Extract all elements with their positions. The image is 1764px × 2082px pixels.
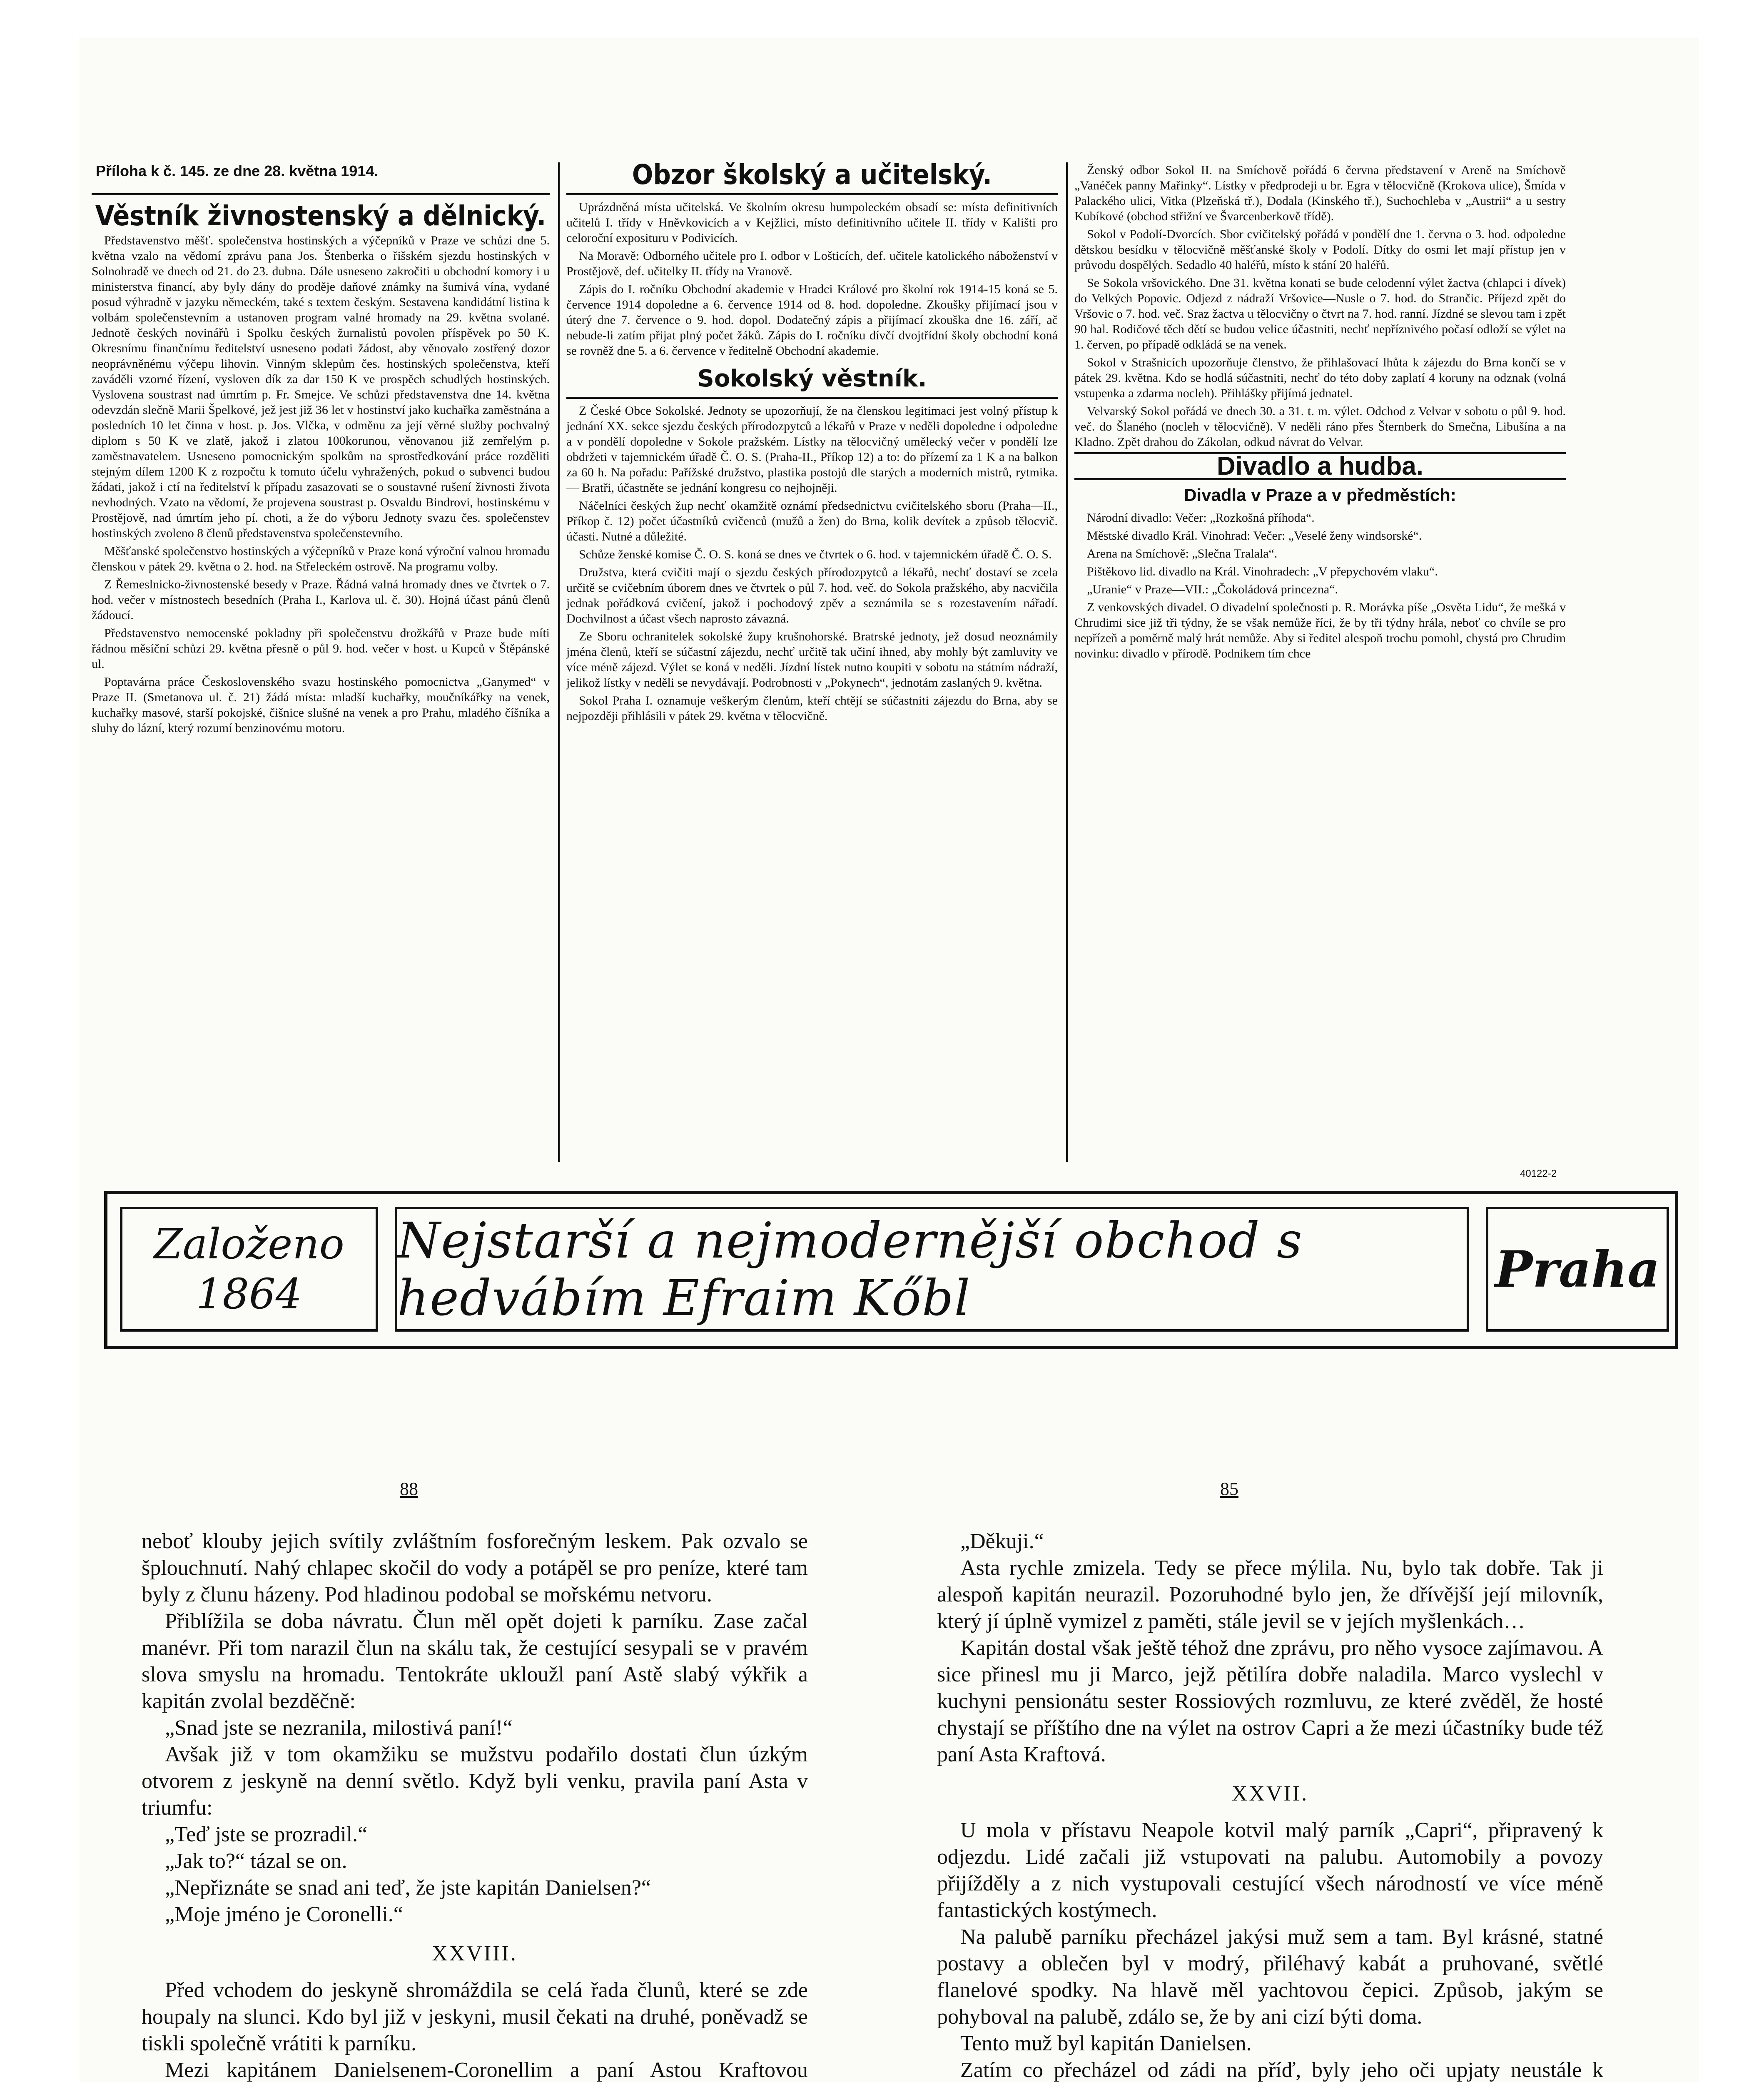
sokol-paragraph: Z České Obce Sokolské. Jednoty se upozorňují, že na členskou legitimaci jest volný přístup k jednání XX. sekce sjezdu českých přírodozpytců a lékařů v Praze v neděli dopoledne i odpoledne a v pondělí dopoledne v Sokole pražském. Lístky na tělocvičný umělecký večer v pondělí lze obdržeti v tajemnickém úřadě Č. O. S. (Praha-II., Příkop 12) a to: do přízemí za 1 K a na balkon za 60 h. Na pořadu: Pařížské družstvo, plastika postojů dle starých a moderních mistrů, rytmika. — Bratři, účastněte se jednání kongresu co nejhojněji.: [566, 404, 1058, 495]
novel-paragraph: Přiblížila se doba návratu. Člun měl opět dojeti k parníku. Zase začal manévr. Při tom narazil člun na skálu tak, že cestující sesypali se v pravém slova smyslu na hromadu. Tentokráte ukloužl paní Astě slabý výkřik a kapitán zvolal bezděčně:: [142, 1609, 808, 1713]
sokol-paragraph: Sokol Praha I. oznamuje veškerým členům, kteří chtějí se súčastniti zájezdu do Brna, aby se nejpozději přihlásili v pátek 29. května v tělocvičně.: [566, 694, 1058, 723]
sokol-paragraph: Sokol v Podolí-Dvorcích. Sbor cvičitelský pořádá v pondělí dne 1. června o 3. hod. odpoledne dětskou besídku v tělocvičně měšťanské školy v Podolí. Dítky do osmi let mají přístup jen v průvodu dospělých. Sedadlo 40 haléřů, místo k stání 20 haléřů.: [1074, 227, 1566, 272]
trade-paragraph: Poptavárna práce Československého svazu hostinského pomocnictva „Ganymed“ v Praze II. (Smetanova ul. č. 21) žádá místa: mladší kuchařky, moučníkářky na venek, kuchařky masové, starší pokojské, čišnice slušné na venek a pro Prahu, mladého číšníka a sluhy do lázní, který rozumí benzinovému motoru.: [92, 675, 550, 735]
sokol-paragraph: Ze Sboru ochranitelek sokolské župy krušnohorské. Bratrské jednoty, jež dosud neoznámily jména členů, kteří se súčastní zájezdu, nechť určitě tak učiní ihned, aby mohly být zamluvity ve více méně zájezd. Výlet se koná v neděli. Jízdní lístek nutno koupiti v sobotu na státním nádraží, jelikož lístky v neděli se nevydávají. Podrobnosti v „Pokynech“, jednotám zaslaných 9. května.: [566, 630, 1058, 690]
column-rule: [566, 193, 1058, 195]
novel-paragraph: Na palubě parníku přecházel jakýsi muž sem a tam. Byl krásné, statné postavy a oblečen byl v modrý, přiléhavý kabát a pruhované, světlé flanelové spodky. Na hlavě měl yachtovou čepici. Způsob, jakým se pohyboval na palubě, zdálo se, že by ani cizí býti doma.: [937, 1925, 1603, 2029]
column-sokol-theatre: [1074, 162, 1566, 664]
city-name: Praha: [1495, 1240, 1660, 1299]
novel-right-page: [937, 1528, 1603, 2082]
founded-year: 1864: [196, 1270, 302, 1318]
theatre-line: Národní divadlo: Večer: „Rozkošná příhoda“.: [1087, 511, 1315, 525]
trade-paragraph: Představenstvo nemocenské pokladny při společenstvu drožkářů v Praze bude míti řádnou měsíční schůzi 29. května přesně o půl 9. hod. večer v host. u Kupců v Štěpánské ul.: [92, 626, 550, 671]
novel-paragraph: Před vchodem do jeskyně shromáždila se celá řada člunů, které se zde houpaly na slunci. Kdo byl již v jeskyni, musil čekati na druhé, poněvadž se tiskli společně vrátiti k parníku.: [142, 1978, 808, 2055]
supplement-header: Příloha k č. 145. ze dne 28. května 1914.: [96, 162, 379, 179]
chapter-heading: XXVIII.: [432, 1942, 518, 1965]
page-number-left: 88: [400, 1479, 418, 1499]
school-paragraph: Uprázdněná místa učitelská. Ve školním okresu humpoleckém obsadí se: místa definitivních učitelů I. třídy v Hněvkovicích a v Kejžlici, místo definitivního učitele II. třídy v Kališti pro celoroční exposituru v Podivicích.: [566, 200, 1058, 245]
trade-paragraph: Měšťanské společenstvo hostinských a výčepníků v Praze koná výroční valnou hromadu členskou v pátek 29. května o 2. hod. na Střeleckém ostrově. Na programu volby.: [92, 544, 550, 573]
novel-paragraph: „Jak to?“ tázal se on.: [165, 1849, 347, 1873]
novel-paragraph: U mola v přístavu Neapole kotvil malý parník „Capri“, připravený k odjezdu. Lidé začali již vstupovati na palubu. Automobily a povozy přijížděly a z nich vystupovali cestující všech národností ve více méně fantastických kostýmech.: [937, 1818, 1603, 1922]
novel-paragraph: Avšak již v tom okamžiku se mužstvu podařilo dostati člun úzkým otvorem z jeskyně na denní světlo. Když byli venku, pravila paní Asta v triumfu:: [142, 1743, 808, 1820]
founded-box: [120, 1207, 378, 1332]
print-code: 40122-2: [1520, 1168, 1557, 1179]
school-paragraph: Na Moravě: Odborného učitele pro I. odbor v Lošticích, def. učitele katolického náboženství v Prostějově, def. učitelky II. třídy na Vranově.: [566, 249, 1058, 278]
sokol-paragraph: Družstva, která cvičiti mají o sjezdu českých přírodozpytců a lékařů, nechť dostaví se zcela určitě se cvičebním úborem dnes ve čtvrtek o půl 7. hod. več. do Sokola pražského, aby nacvičila jednak pořádková cvičení, jakož i pochodový zpěv a seznámila se s rozestavením nářadí. Dochvilnost a účast všech naprosto závazná.: [566, 565, 1058, 625]
trade-paragraph: Z Řemeslnicko-živnostenské besedy v Praze. Řádná valná hromady dnes ve čtvrtek o 7. hod. večer v místnostech besedních (Praha I., Karlova ul. č. 30). Hojná účast pánů členů žádoucí.: [92, 578, 550, 622]
column-school-news: [566, 158, 1058, 726]
shop-slogan: Nejstarší a nejmodernější obchod s hedvábím Efraim Kőbl: [397, 1212, 1303, 1327]
novel-paragraph: Asta rychle zmizela. Tedy se přece mýlila. Nu, bylo tak dobře. Tak ji alespoň kapitán neurazil. Pozoruhodné bylo jen, že dřívější její milovník, který jí úplně vymizel z paměti, stále jevil se v jejích myšlenkách…: [937, 1556, 1603, 1633]
column-divider: [558, 162, 560, 1162]
column-trade-news: [92, 192, 550, 738]
sokol-paragraph: Schůze ženské komise Č. O. S. koná se dnes ve čtvrtek o 6. hod. v tajemnickém úřadě Č. O. S.: [579, 548, 1052, 561]
column-divider: [1066, 162, 1068, 1162]
trade-news-title: Věstník živnostenský a dělnický.: [95, 200, 546, 232]
column-rule: [92, 193, 550, 195]
theatre-line: „Uranie“ v Praze—VII.: „Čokoládová princezna“.: [1087, 583, 1338, 596]
novel-paragraph: „Teď jste se prozradil.“: [165, 1823, 368, 1846]
novel-paragraph: „Snad jste se nezranila, milostivá paní!“: [165, 1716, 513, 1740]
novel-paragraph: „Nepřiznáte se snad ani teď, že jste kapitán Danielsen?“: [165, 1876, 651, 1900]
sokol-paragraph: Ženský odbor Sokol II. na Smíchově pořádá 6 června představení v Areně na Smíchově „Vanéček panny Mařinky“. Lístky v předprodeji u br. Egra v tělocvičně (Krokova ulice), Šmída v Palackého ulici, Vitka (Plzeňská tř.), Dodala (Kinského tř.), Suchochleba v „Austrii“ a u sestry Kubíkové (obchod střižní ve Švarcenberkově třídě).: [1074, 163, 1566, 223]
theatre-line: Arena na Smíchově: „Slečna Tralala“.: [1087, 547, 1278, 560]
sokol-paragraph: Velvarský Sokol pořádá ve dnech 30. a 31. t. m. výlet. Odchod z Velvar v sobotu o půl 9. hod. več. do Šlaného (nocleh v tělocvičně). V neděli ráno přes Šternberk do Smečna, Libušína a na Kladno. Zpět drahou do Zákolan, odkud návrat do Velvar.: [1074, 404, 1566, 449]
theatre-paragraph: Z venkovských divadel. O divadelní společnosti p. R. Morávka píše „Osvěta Lidu“, že mešká v Chrudimi sice již tři týdny, že se však nemůže říci, že by tři týdny hrála, neboť co chvíle se pro nepřízeň a poměrně malý hrát nemůže. Aby si ředitel alespoň trochu pomohl, chystá pro Chrudim novinku: divadlo v přírodě. Podnikem tím chce: [1074, 600, 1566, 660]
sokol-news-title: Sokolský věstník.: [697, 365, 927, 392]
theatre-line: Pištěkovo lid. divadlo na Král. Vinohradech: „V přepychovém vlaku“.: [1087, 565, 1438, 578]
novel-paragraph: Tento muž byl kapitán Danielsen.: [960, 2032, 1252, 2055]
school-news-title: Obzor školský a učitelský.: [632, 159, 992, 191]
theatre-line: Městské divadlo Král. Vinohrad: Večer: „Veselé ženy windsorské“.: [1087, 529, 1422, 543]
newspaper-sheet: [79, 37, 1699, 2082]
founded-label: Založeno: [154, 1220, 344, 1268]
novel-paragraph: neboť klouby jejich svítily zvláštním fosforečným leskem. Pak ozvalo se šplouchnutí. Nahý chlapec skočil do vody a potápěl se pro peníze, které tam byly z člunu házeny. Pod hladinou podobal se mořskému netvoru.: [142, 1529, 808, 1606]
novel-paragraph: Kapitán dostal však ještě téhož dne zprávu, pro něho vysoce zajímavou. A sice přinesl mu ji Marco, jejž pětilíra dobře naladila. Marco vyslechl v kuchyni pensionátu sester Rossiových rozmluvu, ze které zvěděl, že hosté chystají se příštího dne na výlet na ostrov Capri a že mezi účastníky bude též paní Asta Kraftová.: [937, 1636, 1603, 1766]
shop-slogan-box: [395, 1207, 1469, 1332]
novel-paragraph: Zatím co přecházel od zádi na příď, byly jeho oči upjaty neustále k: [960, 2058, 1603, 2082]
advertisement-banner: [104, 1191, 1678, 1349]
sokol-paragraph: Se Sokola vršovického. Dne 31. května konati se bude celodenní výlet žactva (chlapci i dívek) do Velkých Popovic. Odjezd z nádraží Vršovice—Nusle o 7. hod. do Strančic. Příjezd zpět do Vršovic o 7. hod. več. Sraz žactva u tělocvičny o čtvrt na 7. hod. ranní. Jízdné se slevou tam i zpět 90 hal. Rodičové těch dětí se budou velice účastniti, nechť nepříznivého počasí odloží se výlet na 1. červen, po případě odkládá se na venek.: [1074, 276, 1566, 351]
novel-paragraph: „Moje jméno je Coronelli.“: [165, 1903, 403, 1926]
page-number-right: 85: [1220, 1479, 1238, 1499]
city-box: [1486, 1207, 1669, 1332]
novel-paragraph: Mezi kapitánem Danielsenem-Coronellim a paní Astou Kraftovou: [165, 2058, 808, 2082]
theatre-title: Divadlo a hudba.: [1216, 452, 1424, 481]
school-paragraph: Zápis do I. ročníku Obchodní akademie v Hradci Králové pro školní rok 1914-15 koná se 5. července 1914 dopoledne a 6. července 1914 od 8. hod. dopoledne. Zkoušky přijímací jsou v úterý dne 7. července o 9. hod. dopol. Dodatečný zápis a přijímací zkouška dne 16. září, ač nebude-li zatím přijat plný počet žáků. Zápis do I. ročníku dívčí dvojtřídní školy obchodní koná se rovněž dne 5. a 6. července v ředitelně Obchodní akademie.: [566, 282, 1058, 358]
sokol-paragraph: Sokol v Strašnicích upozorňuje členstvo, že přihlašovací lhůta k zájezdu do Brna končí se v pátek 29. května. Kdo se hodlá súčastniti, nechť do této doby zaplatí 4 koruny na odznak (volná vstupenka a zdarma nocleh). Přihlášky přijímá jednatel.: [1074, 356, 1566, 400]
novel-paragraph: „Děkuji.“: [960, 1529, 1044, 1553]
chapter-heading: XXVII.: [1231, 1782, 1309, 1806]
trade-paragraph: Představenstvo měšť. společenstva hostinských a výčepníků v Praze ve schůzi dne 5. května vzalo na vědomí zprávu pana Jos. Štenberka o řišském sjezdu hostinských v Solnohradě ve dnech od 21. do 23. dubna. Dále usneseno zakročiti u obchodní komory i u ministerstva financí, aby byly dány do proděje daňové známky na šumivá vína, vydané posud výhradně v jazyku německém, také s textem českým. Sestavena kandidátní listina k volbám společenstevním a ustanoven program valné hromady na 29. května svolané. Jednotě českých novinářů i Spolku českých žurnalistů povolen příspěvek po 50 K. Okresnímu finančnímu ředitelství usneseno podati žádost, aby věnovalo zostřený dozor neoprávněnému výčepu lihovin. Vinným sklepům čes. hostinských společenstva, kteří zaváděli vzorné řízení, vysloven dík za dar 150 K ve prospěch schudlých hostinských. Vyslovena soustrast nad úmrtím p. Fr. Smejce. Ve schůzi představenstva dne 14. května odevzdán slečně Marii Špelkové, jež jest již 36 let v hostinství jako kuchařka zaměstnána a posledních 10 let činna v host. p. Jos. Vlčka, v odměnu za její věrné služby pochvalný diplom s 50 K ve zlatě, jakož i zlatou 100korunou, věnovanou již zemřelým p. zaměstnavatelem. Usneseno pomocnickým spolkům na sprostředkování práce rozděliti stejným dílem 1200 K z rozpočtu k tomuto účelu vyhražených, pokud o subvenci budou žádati, jakož i ctí na ředitelství k případu zasazovati se o soustavné rušení živnosti života nevhodných. Vzato na vědomí, že projevena soustrast p. Osvaldu Bindrovi, hostinskému v Prostějově, nad úmrtím jeho pí. choti, a že do výboru Jednoty svazu čes. společenstev hostinských zvoleno 8 členů představenstva společenstevního.: [92, 234, 550, 540]
column-rule: [566, 397, 1058, 399]
sokol-paragraph: Náčelníci českých žup nechť okamžitě oznámí předsednictvu cvičitelského sboru (Praha—II., Příkop č. 12) počet účastníků cvičenců (mužů a žen) do Brna, kolik devítek a způsob tělocvič. účasti. Nutné a důležité.: [566, 499, 1058, 543]
novel-left-page: [142, 1528, 808, 2082]
theatre-subtitle: Divadla v Praze a v předměstích:: [1184, 485, 1456, 505]
